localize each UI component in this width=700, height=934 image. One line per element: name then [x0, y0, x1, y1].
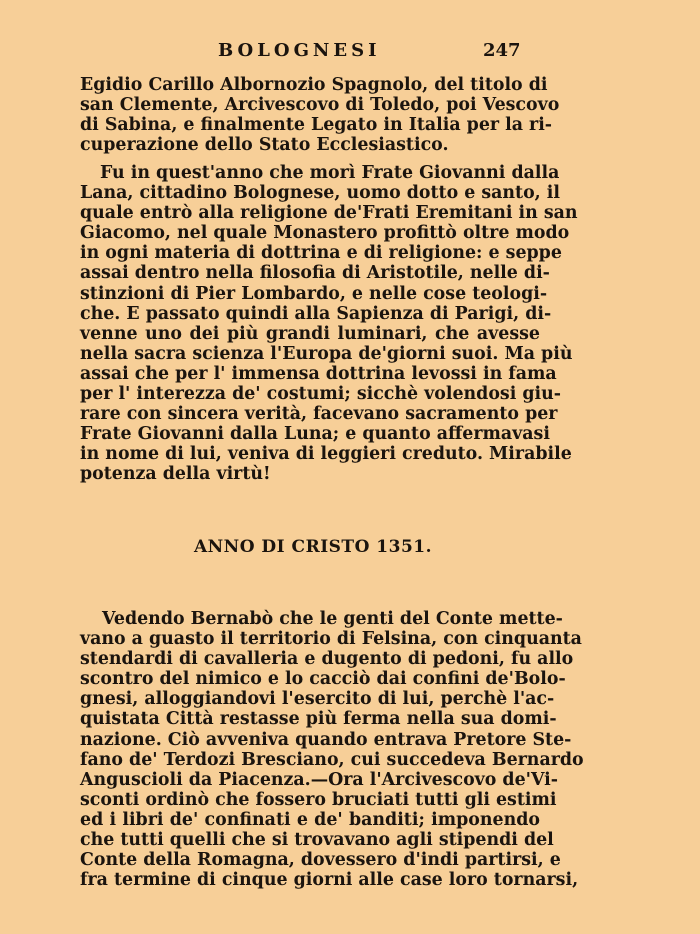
text-line: Anguscioli da Piacenza.—Ora l'Arcivescovo de'Vi- — [80, 769, 558, 790]
paragraph-continued — [80, 75, 560, 156]
text-line: cuperazione dello Stato Ecclesiastico. — [80, 135, 449, 156]
text-line: gnesi, alloggiandovi l'esercito di lui, perchè l'ac- — [80, 689, 555, 710]
running-header — [0, 40, 700, 64]
text-line: nella sacra scienza l'Europa de'giorni suoi. Ma più — [80, 343, 573, 364]
text-line: che. E passato quindi alla Sapienza di Parigi, di- — [80, 303, 552, 324]
text-line: di Sabina, e finalmente Legato in Italia per la ri- — [80, 115, 553, 136]
text-line: fano de' Terdozi Bresciano, cui succedeva Bernardo — [80, 749, 584, 770]
paragraph-frate-giovanni — [80, 163, 578, 485]
text-line: san Clemente, Arcivescovo di Toledo, poi Vescovo — [80, 95, 560, 116]
text-line: Conte della Romagna, dovessero d'indi partirsi, e — [80, 850, 561, 871]
text-line: nazione. Ciò avveniva quando entrava Pretore Ste- — [80, 729, 572, 750]
running-title: BOLOGNESI — [218, 40, 381, 61]
page-number: 247 — [483, 40, 521, 61]
text-line: assai che per l' immensa dottrina levossi in fama — [80, 363, 557, 384]
text-line: Frate Giovanni dalla Luna; e quanto affermavasi — [80, 424, 550, 445]
text-line: quistata Città restasse più ferma nella sua domi- — [80, 709, 557, 730]
text-line: rare con sincera verità, facevano sacramento per — [80, 404, 558, 425]
text-line: Giacomo, nel quale Monastero profittò oltre modo — [80, 223, 570, 244]
section-heading-year: ANNO DI CRISTO 1351. — [193, 537, 433, 557]
text-line: venne uno dei più grandi luminari, che avesse — [80, 323, 540, 344]
text-line: ed i libri de' confinati e de' banditi; imponendo — [80, 809, 540, 830]
text-line: quale entrò alla religione de'Frati Eremitani in san — [80, 203, 578, 224]
text-line: in nome di lui, veniva di leggieri creduto. Mirabile — [80, 444, 572, 465]
text-line: in ogni materia di dottrina e di religione: e seppe — [80, 243, 562, 264]
text-line: fra termine di cinque giorni alle case loro tornarsi, — [80, 870, 579, 891]
text-line: assai dentro nella filosofia di Aristotile, nelle di- — [80, 263, 550, 284]
text-line: Egidio Carillo Albornozio Spagnolo, del titolo di — [80, 75, 548, 95]
text-line: stendardi di cavalleria e dugento di pedoni, fu allo — [80, 649, 574, 670]
text-line: sconti ordinò che fossero bruciati tutti gli estimi — [80, 789, 557, 810]
text-line: vano a guasto il territorio di Felsina, con cinquanta — [80, 629, 582, 650]
text-line: Vedendo Bernabò che le genti del Conte mette- — [102, 609, 563, 629]
text-line: Lana, cittadino Bolognese, uomo dotto e santo, il — [80, 183, 561, 204]
text-line: scontro del nimico e lo cacciò dai confini de'Bolo- — [80, 669, 566, 690]
paragraph-bernabo — [80, 609, 584, 891]
text-line: che tutti quelli che si trovavano agli stipendi del — [80, 830, 554, 851]
text-line: stinzioni di Pier Lombardo, e nelle cose teologi- — [80, 283, 548, 304]
text-line: per l' interezza de' costumi; sicchè volendosi giu- — [80, 384, 562, 405]
text-line: Fu in quest'anno che morì Frate Giovanni dalla — [100, 163, 560, 183]
text-line: potenza della virtù! — [80, 464, 271, 485]
